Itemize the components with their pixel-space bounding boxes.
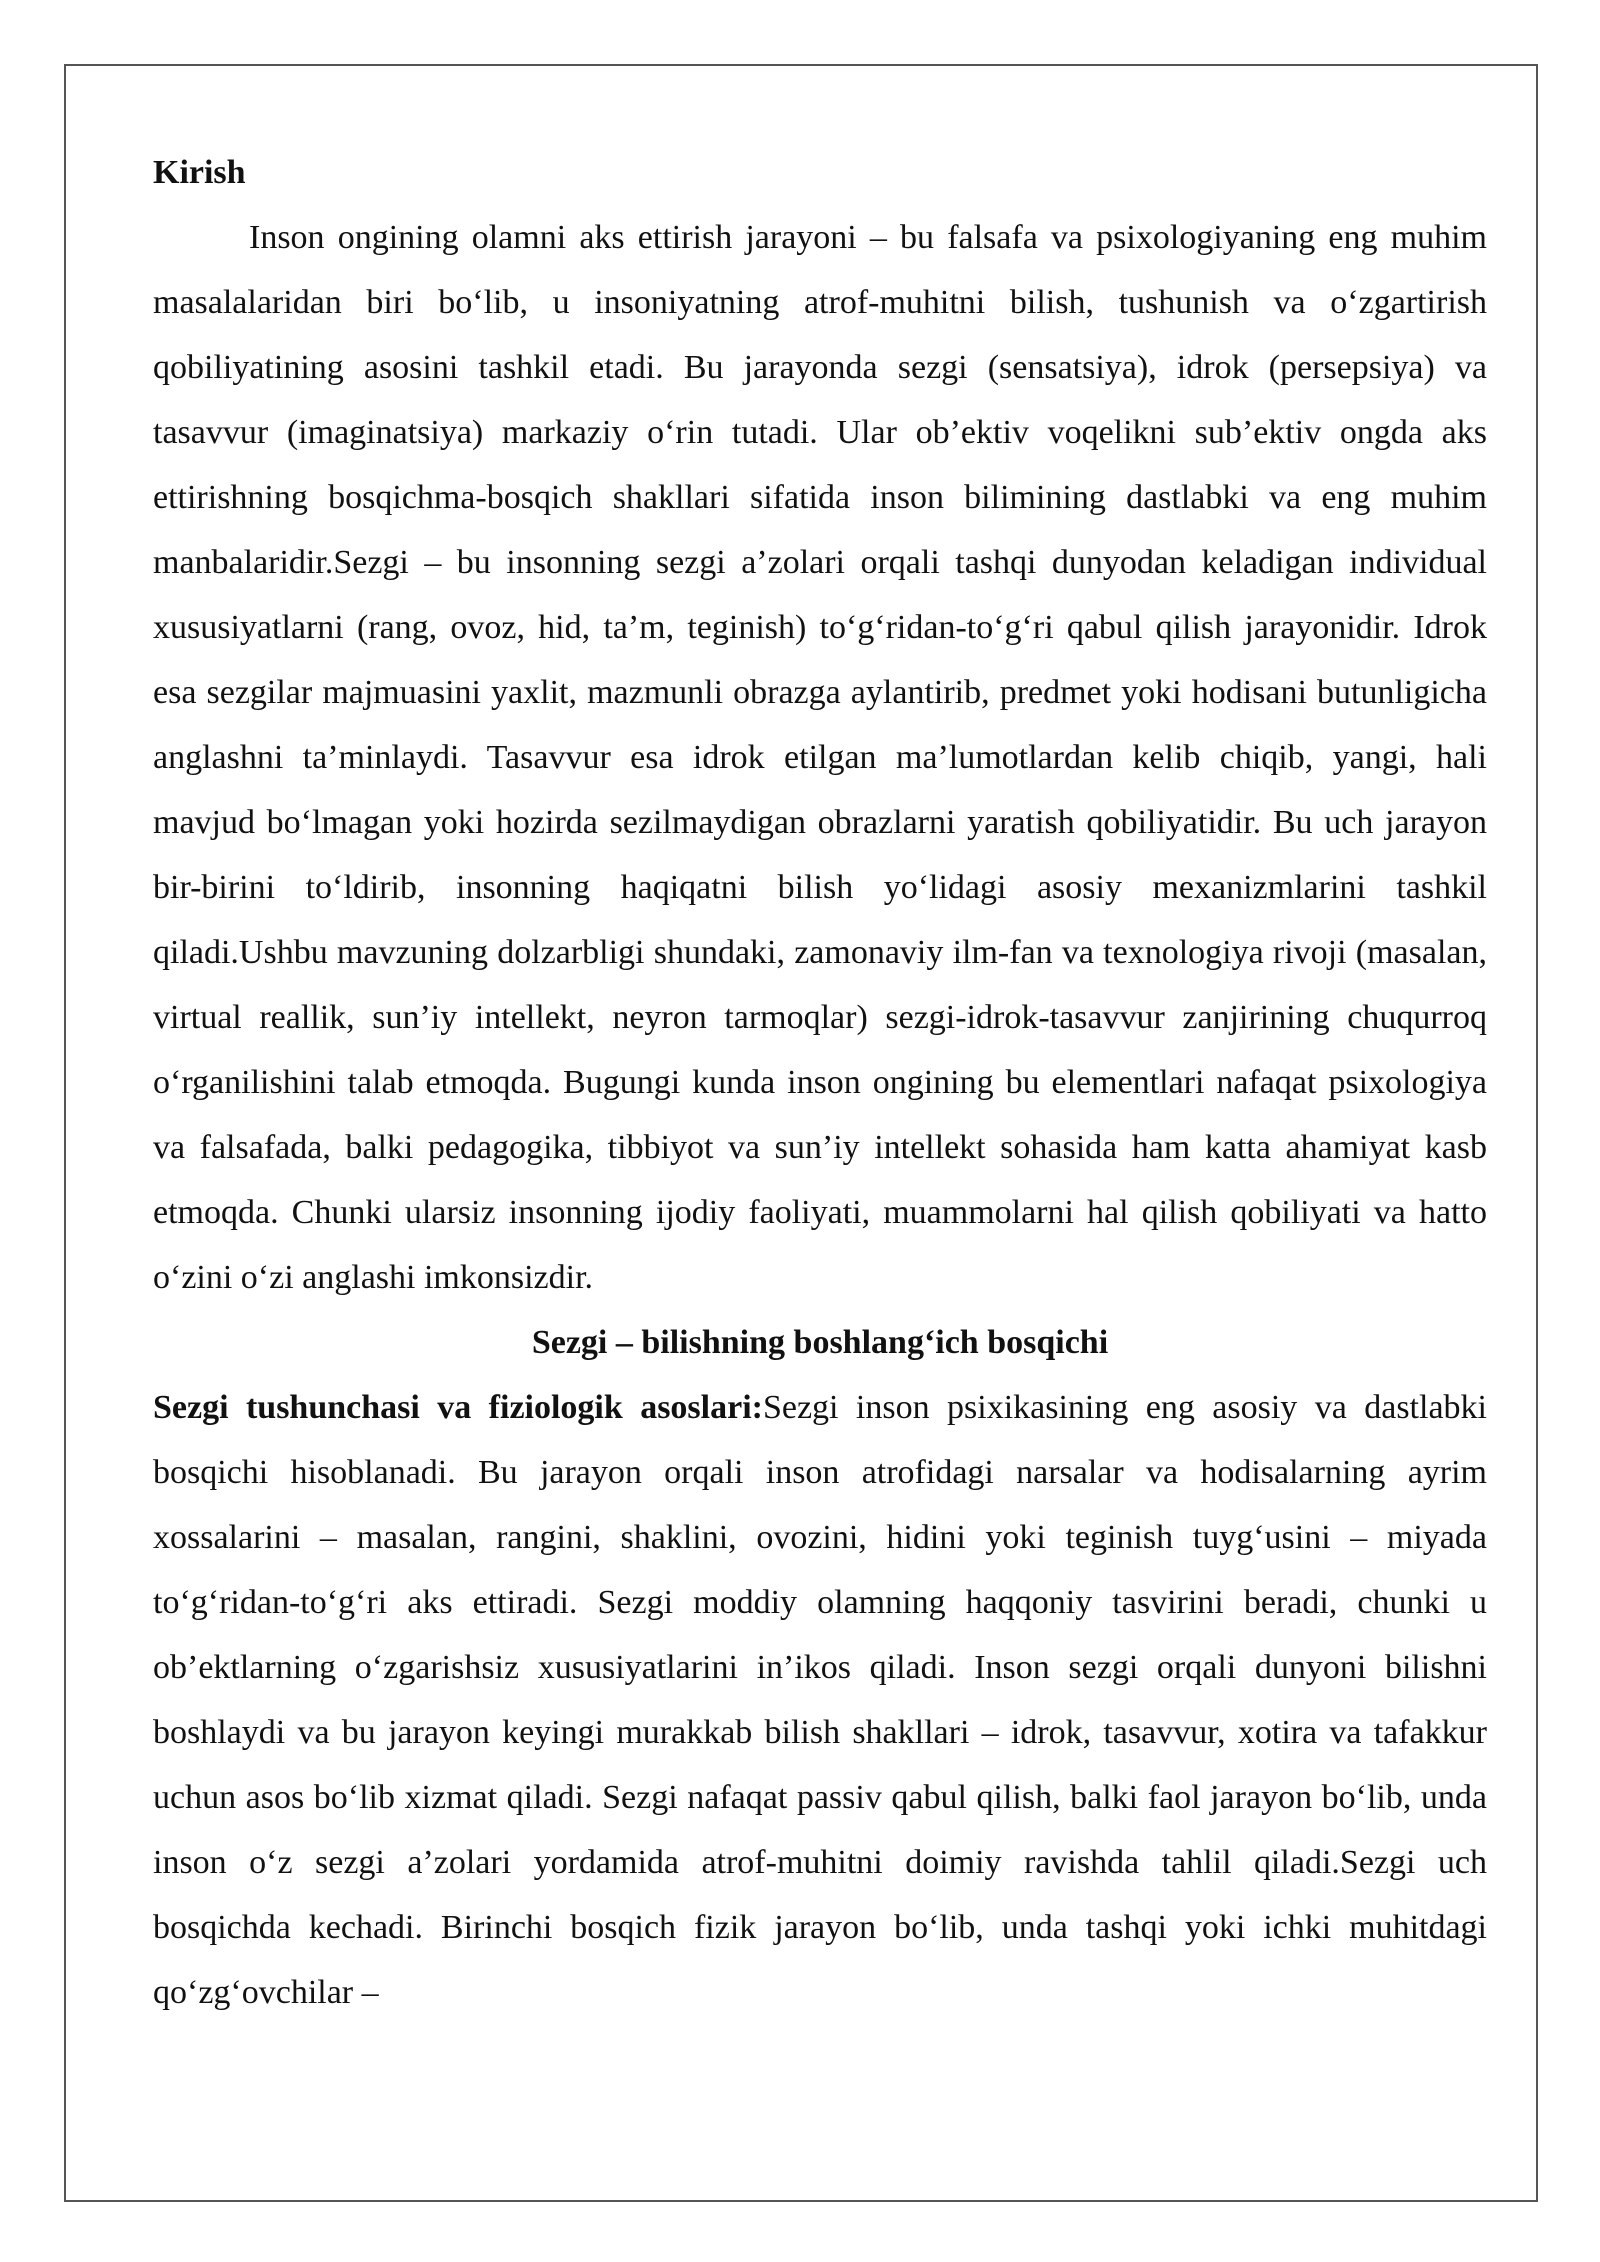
document-body — [153, 140, 1487, 2025]
section-title-introduction: Kirish — [153, 154, 246, 191]
subsection-lead: Sezgi tushunchasi va fiziologik asoslari: — [153, 1389, 763, 1426]
introduction-paragraph: Inson ongining olamni aks ettirish jarayoni – bu falsafa va psixologiyaning eng muhim masalalaridan biri bo‘lib, u insoniyatning atrof-muhitni bilish, tushunish va o‘zgartirish qobiliyatining asosini tashkil etadi. Bu jarayonda sezgi (sensatsiya), idrok (persepsiya) va tasavvur (imaginatsiya) markaziy o‘rin tutadi. Ular ob’ektiv voqelikni sub’ektiv ongda aks ettirishning bosqichma-bosqich shakllari sifatida inson bilimining dastlabki va eng muhim manbalaridir.Sezgi – bu insonning sezgi a’zolari orqali tashqi dunyodan keladigan individual xususiyatlarni (rang, ovoz, hid, ta’m, teginish) to‘g‘ridan-to‘g‘ri qabul qilish jarayonidir. Idrok esa sezgilar majmuasini yaxlit, mazmunli obrazga aylantirib, predmet yoki hodisani butunligicha anglashni ta’minlaydi. Tasavvur esa idrok etilgan ma’lumotlardan kelib chiqib, yangi, hali mavjud bo‘lmagan yoki hozirda sezilmaydigan obrazlarni yaratish qobiliyatidir. Bu uch jarayon bir-birini to‘ldirib, insonning haqiqatni bilish yo‘lidagi asosiy mexanizmlarini tashkil qiladi.Ushbu mavzuning dolzarbligi shundaki, zamonaviy ilm-fan va texnologiya rivoji (masalan, virtual reallik, sun’iy intellekt, neyron tarmoqlar) sezgi-idrok-tasavvur zanjirining chuqurroq o‘rganilishini talab etmoqda. Bugungi kunda inson ongining bu elementlari nafaqat psixologiya va falsafada, balki pedagogika, tibbiyot va sun’iy intellekt sohasida ham katta ahamiyat kasb etmoqda. Chunki ularsiz insonning ijodiy faoliyati, muammolarni hal qilish qobiliyati va hatto o‘zini o‘zi anglashi imkonsizdir. — [153, 219, 1487, 1296]
subsection-body: Sezgi inson psixikasining eng asosiy va dastlabki bosqichi hisoblanadi. Bu jarayon orqali inson atrofidagi narsalar va hodisalarning ayrim xossalarini – masalan, rangini, shaklini, ovozini, hidini yoki teginish tuyg‘usini – miyada to‘g‘ridan-to‘g‘ri aks ettiradi. Sezgi moddiy olamning haqqoniy tasvirini beradi, chunki u ob’ektlarning o‘zgarishsiz xususiyatlarini in’ikos qiladi. Inson sezgi orqali dunyoni bilishni boshlaydi va bu jarayon keyingi murakkab bilish shakllari – idrok, tasavvur, xotira va tafakkur uchun asos bo‘lib xizmat qiladi. Sezgi nafaqat passiv qabul qilish, balki faol jarayon bo‘lib, unda inson o‘z sezgi a’zolari yordamida atrof-muhitni doimiy ravishda tahlil qiladi.Sezgi uch bosqichda kechadi. Birinchi bosqich fizik jarayon bo‘lib, unda tashqi yoki ichki muhitdagi qo‘zg‘ovchilar – — [153, 1389, 1487, 2011]
section-title-sensation: Sezgi – bilishning boshlang‘ich bosqichi — [531, 1324, 1109, 1361]
subsection-paragraph — [153, 1375, 1487, 2025]
